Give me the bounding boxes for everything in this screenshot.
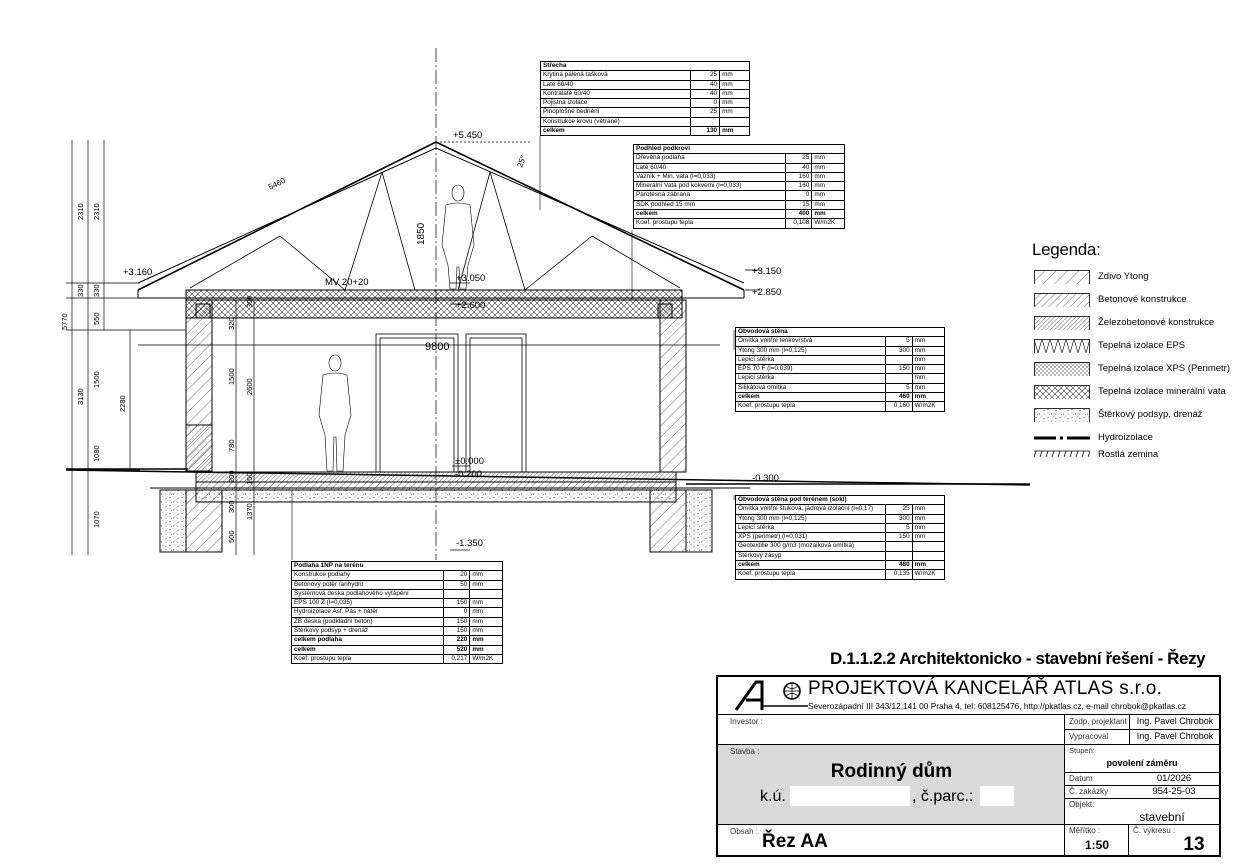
layer-name: Konstrukce krovu (větrané) <box>541 117 691 126</box>
layer-thickness: 25 <box>886 505 912 514</box>
table-title: Obvodová stěna pod terénem (sokl) <box>736 496 945 505</box>
table-title-row <box>736 496 945 505</box>
layer-thickness: 400 <box>785 210 811 219</box>
layer-name: Parotěsná zábrana <box>634 191 786 200</box>
legend-item-label: Zdivo Ytong <box>1098 271 1149 282</box>
layer-thickness: 160 <box>785 182 811 191</box>
atlas-logo-icon <box>732 680 810 712</box>
datum-label: Datum <box>1069 774 1093 783</box>
subtotal-row <box>292 636 503 645</box>
dim-500: 500 <box>227 530 236 543</box>
legend-item <box>1032 339 1186 362</box>
legend-item <box>1032 362 1230 385</box>
layer-unit: mm <box>812 191 845 200</box>
legend-item <box>1032 385 1226 408</box>
dim-5770: 5770 <box>60 313 69 330</box>
layer-thickness: 0,135 <box>886 570 912 579</box>
zakazka-value: 954-25-03 <box>1152 786 1196 797</box>
obsah-label: Obsah : <box>730 827 759 836</box>
layer-name: Ytong 300 mm (l=0,125) <box>736 514 886 523</box>
table-row <box>736 346 945 355</box>
total-row <box>634 210 845 219</box>
ku-label: k.ú. <box>760 788 786 805</box>
ceiling-composition-table <box>633 144 845 229</box>
vyprac-label: Vypracoval <box>1069 732 1109 741</box>
zodp-value: Ing. Pavel Chrobok <box>1136 716 1214 726</box>
layer-unit: mm <box>720 80 750 89</box>
layer-thickness: 300 <box>886 346 912 355</box>
elev-roof-ridge: +5.450 <box>453 130 483 141</box>
layer-unit: W/m2K <box>912 402 944 411</box>
table-row <box>634 191 845 200</box>
layer-unit: W/m2K <box>812 219 845 228</box>
elev-foundation: -1.350 <box>456 538 483 549</box>
meritko-label: Měřítko : <box>1069 826 1101 835</box>
elev-slab-bottom: -0.200 <box>455 469 482 480</box>
total-row <box>292 645 503 654</box>
hatch-diagonal-icon <box>1034 293 1090 307</box>
table-title-row <box>736 328 945 337</box>
layer-thickness: 5 <box>886 337 912 346</box>
layer-unit: mm <box>470 571 503 580</box>
datum-row <box>1065 773 1219 786</box>
layer-unit: mm <box>912 514 944 523</box>
layer-name: XPS (perimetr) (l=0,031) <box>736 533 886 542</box>
zodp-divider <box>1129 715 1130 729</box>
parc-label: , č.parc.: <box>912 788 974 805</box>
layer-thickness <box>886 551 912 560</box>
elev-ceiling: +2.600 <box>456 300 486 311</box>
layer-thickness: 460 <box>886 393 912 402</box>
objekt-label: Objekt: <box>1069 800 1095 809</box>
layer-unit <box>912 551 944 560</box>
legend-item-label: Štěrkový podsyp, drenáž <box>1098 409 1203 420</box>
layer-thickness <box>443 589 469 598</box>
obsah-value: Řez AA <box>762 831 828 852</box>
legend-item <box>1032 448 1159 465</box>
table-row <box>736 542 945 551</box>
interior-doors <box>376 334 526 472</box>
table-row <box>634 200 845 209</box>
elev-terrain: -0.300 <box>752 473 779 484</box>
dim-330-a: 330 <box>76 284 85 297</box>
legend-item <box>1032 270 1149 293</box>
zodp-label: Zodp. projektant <box>1069 717 1127 726</box>
dim-320: 320 <box>227 317 236 330</box>
legend-item-label: Tepelná izolace XPS (Perimetr) <box>1098 363 1230 374</box>
layer-unit: mm <box>812 172 845 181</box>
layer-unit: mm <box>470 580 503 589</box>
dim-150: 150 <box>245 472 254 485</box>
layer-name: Koef. prostupu tepla <box>292 654 444 663</box>
stupen-row <box>1065 745 1219 773</box>
layer-thickness: 40 <box>691 80 720 89</box>
height-1850: 1850 <box>416 222 427 245</box>
layer-thickness: 0 <box>691 99 720 108</box>
elev-wall-top: +2.850 <box>752 287 782 298</box>
table-row <box>541 117 750 126</box>
stavba-label: Stavba : <box>730 747 760 756</box>
layer-thickness: 40 <box>691 89 720 98</box>
table-row <box>292 617 503 626</box>
layer-unit: mm <box>912 393 944 402</box>
dim-200: 200 <box>227 470 236 483</box>
layer-name: Koef. prostupu tepla <box>634 219 786 228</box>
layer-unit: mm <box>720 108 750 117</box>
layer-thickness: 25 <box>785 154 811 163</box>
table-row <box>541 71 750 80</box>
layer-name: Lepicí stěrka <box>736 523 886 532</box>
roof-angle: 25° <box>515 154 529 169</box>
layer-thickness <box>691 117 720 126</box>
layer-unit: mm <box>912 505 944 514</box>
layer-thickness: 0 <box>785 191 811 200</box>
table-title-row <box>541 62 750 71</box>
legend-item-label: Hydroizolace <box>1098 432 1153 443</box>
layer-name: Systémová deska podlahového vytápění <box>292 589 444 598</box>
stavba-cell <box>718 745 1065 825</box>
parc-field <box>980 786 1014 806</box>
layer-name: Hydroizolace Asf. Pás + nátěr <box>292 608 444 617</box>
layer-name: Omítka vnitřní štuková, jádrová izolační (l=0,17) <box>736 505 886 514</box>
company-name: PROJEKTOVÁ KANCELÁŘ ATLAS s.r.o. <box>808 678 1163 699</box>
layer-unit: mm <box>912 346 944 355</box>
investor-label: Investor : <box>730 717 763 726</box>
table-row <box>541 89 750 98</box>
layer-thickness: 520 <box>443 645 469 654</box>
layer-thickness: 150 <box>443 617 469 626</box>
layer-name: Lepicí stěrka <box>736 374 886 383</box>
layer-unit: mm <box>812 163 845 172</box>
layer-thickness: 130 <box>691 127 720 136</box>
hatch-diagonal-wide-icon <box>1034 270 1090 284</box>
vykres-cell <box>1129 825 1219 855</box>
layer-unit: mm <box>720 127 750 136</box>
layer-thickness: 25 <box>691 71 720 80</box>
legend <box>1032 240 1230 465</box>
legend-item <box>1032 408 1203 431</box>
ground-symbol-icon <box>1034 448 1090 462</box>
dim-550: 550 <box>92 312 101 325</box>
elev-ceiling-top: +3.050 <box>456 273 486 284</box>
table-row <box>292 599 503 608</box>
coef-row <box>292 654 503 663</box>
table-row <box>292 608 503 617</box>
company-address: Severozápadní III 343/12,141 00 Praha 4, tel: 608125476, http://pkatlas.cz, e-mail chrobok@pkatlas.cz <box>808 701 1186 711</box>
dim-330-b: 330 <box>92 284 101 297</box>
layer-thickness: 0 <box>443 608 469 617</box>
layer-name: EPS 70 F (l=0,039) <box>736 365 886 374</box>
table-title-row <box>634 145 845 154</box>
layer-unit: W/m2K <box>470 654 503 663</box>
layer-unit <box>470 589 503 598</box>
layer-name: SDK podhled 15 mm <box>634 200 786 209</box>
dim-1370: 1370 <box>245 503 254 520</box>
legend-item-label: Tepelná izolace EPS <box>1098 340 1186 351</box>
layer-name: celkem podlaha <box>292 636 444 645</box>
investor-cell <box>718 715 1065 745</box>
table-row <box>736 337 945 346</box>
vykres-value: 13 <box>1183 834 1205 855</box>
table-row <box>634 163 845 172</box>
layer-name: Minerální Vata pod kokvemi (l=0,033) <box>634 182 786 191</box>
layer-thickness: 20 <box>443 571 469 580</box>
table-row <box>736 514 945 523</box>
obsah-cell <box>718 825 1065 855</box>
layer-unit: mm <box>720 89 750 98</box>
layer-name: Omítka vnitřní tenkovrstvá <box>736 337 886 346</box>
layer-name: Štěrkový zásyp <box>736 551 886 560</box>
zakazka-label: Č. zakázky <box>1069 787 1109 796</box>
total-row <box>736 393 945 402</box>
wall-composition-table <box>735 327 945 412</box>
layer-thickness <box>886 355 912 364</box>
insulation-label: MV 20+20 <box>325 277 369 288</box>
layer-name: Plnoplošné bednění <box>541 108 691 117</box>
layer-unit: mm <box>912 561 944 570</box>
elev-eave-right: +3.150 <box>752 266 782 277</box>
layer-unit: mm <box>812 182 845 191</box>
hatch-crosshatch-icon <box>1034 385 1090 399</box>
layer-name: Konstrukce podlahy <box>292 571 444 580</box>
layer-unit <box>912 542 944 551</box>
layer-unit: mm <box>470 645 503 654</box>
table-row <box>292 571 503 580</box>
coef-row <box>736 402 945 411</box>
layer-name: Dřevěná podlaha <box>634 154 786 163</box>
table-title: Podlaha 1NP na terénu <box>292 562 503 571</box>
roof-length: 5460 <box>266 175 287 192</box>
table-row <box>541 80 750 89</box>
layer-thickness: 150 <box>886 533 912 542</box>
layer-thickness: 220 <box>443 636 469 645</box>
title-block <box>716 675 1221 857</box>
layer-name: Silikátová omítka <box>736 383 886 392</box>
layer-thickness: 15 <box>785 200 811 209</box>
dim-1500-inner: 1500 <box>227 368 236 385</box>
layer-name: celkem <box>736 393 886 402</box>
layer-thickness: 150 <box>443 627 469 636</box>
table-row <box>292 580 503 589</box>
layer-unit: W/m2K <box>912 570 944 579</box>
layer-thickness: 0,217 <box>443 654 469 663</box>
layer-unit <box>720 117 750 126</box>
layer-thickness: 50 <box>443 580 469 589</box>
dim-2310-b: 2310 <box>92 203 101 220</box>
legend-item-label: Železobetonové konstrukce <box>1098 317 1215 328</box>
hatch-zigzag-icon <box>1034 339 1090 353</box>
dim-2280: 2280 <box>118 395 127 412</box>
table-title: Obvodová stěna <box>736 328 945 337</box>
stupen-label: Stupeň: <box>1069 746 1095 755</box>
layer-unit: mm <box>912 383 944 392</box>
vyprac-row <box>1065 730 1219 745</box>
table-row <box>736 374 945 383</box>
coef-row <box>634 219 845 228</box>
layer-thickness: 0,160 <box>886 402 912 411</box>
hatch-dots-icon <box>1034 362 1090 376</box>
layer-unit: mm <box>470 608 503 617</box>
layer-name: Geotextilie 300 g/m3 (mozaiková omítka) <box>736 542 886 551</box>
legend-title: Legenda: <box>1032 240 1101 259</box>
legend-item-label: Rostlá zemina <box>1098 449 1159 460</box>
roof-composition-table <box>540 61 750 136</box>
table-row <box>634 154 845 163</box>
layer-name: Koef. prostupu tepla <box>736 570 886 579</box>
layer-thickness: 300 <box>886 514 912 523</box>
table-row <box>736 523 945 532</box>
dim-780: 780 <box>227 439 236 452</box>
layer-unit: mm <box>912 533 944 542</box>
vykres-label: Č. výkresu : <box>1133 826 1176 835</box>
layer-thickness: 0,108 <box>785 219 811 228</box>
layer-name: Štěrkový podsyp + drenáž <box>292 627 444 636</box>
layer-unit: mm <box>470 617 503 626</box>
dim-300-low: 300 <box>227 500 236 513</box>
layer-name: Kontralatě 60/40 <box>541 89 691 98</box>
layer-name: Vazník + Min. vata (l=0,033) <box>634 172 786 181</box>
zodp-row <box>1065 715 1219 730</box>
layer-name: Koef. prostupu tepla <box>736 402 886 411</box>
table-row <box>736 505 945 514</box>
total-row <box>736 561 945 570</box>
dim-1500: 1500 <box>92 371 101 388</box>
table-row <box>292 589 503 598</box>
layer-thickness: 5 <box>886 383 912 392</box>
table-row <box>634 172 845 181</box>
table-row <box>736 533 945 542</box>
table-title: Střecha <box>541 62 750 71</box>
layer-name: Latě 60/40 <box>541 80 691 89</box>
elev-eave-left: +3.160 <box>123 267 153 278</box>
objekt-row <box>1065 799 1219 825</box>
stupen-value: povolení záměru <box>1106 758 1178 768</box>
layer-name: Betonový potěr /anhydrit <box>292 580 444 589</box>
table-row <box>634 182 845 191</box>
table-row <box>541 108 750 117</box>
layer-name: Latě 60/40 <box>634 163 786 172</box>
layer-unit: mm <box>912 523 944 532</box>
legend-item <box>1032 431 1153 448</box>
layer-unit: mm <box>470 599 503 608</box>
layer-name: Krytina pálená tašková <box>541 71 691 80</box>
layer-name: Pojistná izolace <box>541 99 691 108</box>
ku-field <box>790 786 910 806</box>
dim-3130: 3130 <box>76 388 85 405</box>
layer-unit: mm <box>912 365 944 374</box>
layer-name: celkem <box>634 210 786 219</box>
table-title: Podhled podkroví <box>634 145 845 154</box>
meritko-value: 1:50 <box>1084 838 1110 852</box>
dim-1070: 1070 <box>92 511 101 528</box>
layer-thickness <box>886 542 912 551</box>
human-figure-icon <box>319 185 474 471</box>
layer-thickness: 480 <box>886 561 912 570</box>
coef-row <box>736 570 945 579</box>
layer-unit: mm <box>470 627 503 636</box>
total-row <box>541 127 750 136</box>
line-dashdot-icon <box>1034 431 1090 445</box>
table-row <box>541 99 750 108</box>
layer-name: celkem <box>292 645 444 654</box>
table-title-row <box>292 562 503 571</box>
layer-name: celkem <box>736 561 886 570</box>
zakazka-row <box>1065 786 1219 799</box>
vyprac-value: Ing. Pavel Chrobok <box>1136 731 1214 741</box>
layer-thickness: 40 <box>785 163 811 172</box>
table-row <box>736 365 945 374</box>
dim-300-top: 300 <box>245 295 254 308</box>
hatch-diagonal-dense-icon <box>1034 316 1090 330</box>
layer-unit: mm <box>812 210 845 219</box>
layer-thickness: 150 <box>886 365 912 374</box>
table-row <box>736 383 945 392</box>
layer-thickness <box>886 374 912 383</box>
vyprac-divider <box>1129 730 1130 744</box>
meritko-cell <box>1065 825 1129 855</box>
dim-2600: 2600 <box>245 378 254 395</box>
legend-item-label: Betonové konstrukce <box>1098 294 1187 305</box>
layer-unit: mm <box>912 355 944 364</box>
layer-name: Ytong 300 mm (l=0,125) <box>736 346 886 355</box>
layer-thickness: 5 <box>886 523 912 532</box>
basement-wall-composition-table <box>735 495 945 580</box>
layer-name: Lepicí stěrka <box>736 355 886 364</box>
layer-unit: mm <box>912 374 944 383</box>
hatch-gravel-icon <box>1034 408 1090 422</box>
elev-floor: ±0.000 <box>455 456 484 467</box>
table-row <box>292 627 503 636</box>
sheet-title: D.1.1.2.2 Architektonicko - stavební řešení - Řezy <box>830 649 1206 668</box>
company-header <box>718 677 1219 715</box>
floor-composition-table <box>291 561 503 664</box>
layer-unit: mm <box>470 636 503 645</box>
layer-thickness: 160 <box>785 172 811 181</box>
table-row <box>736 551 945 560</box>
layer-unit: mm <box>812 154 845 163</box>
datum-value: 01/2026 <box>1156 773 1192 784</box>
layer-unit: mm <box>720 71 750 80</box>
stavba-name: Rodinný dům <box>830 761 953 782</box>
layer-unit: mm <box>720 99 750 108</box>
dim-1080: 1080 <box>92 445 101 462</box>
legend-item-label: Tepelná izolace minerální vata <box>1098 386 1226 397</box>
layer-name: celkem <box>541 127 691 136</box>
dim-2310-a: 2310 <box>76 203 85 220</box>
legend-item <box>1032 293 1187 316</box>
layer-thickness: 25 <box>691 108 720 117</box>
layer-unit: mm <box>812 200 845 209</box>
span-dimension: 9800 <box>425 341 450 353</box>
legend-item <box>1032 316 1215 339</box>
objekt-value: stavební <box>1139 810 1185 824</box>
table-row <box>736 355 945 364</box>
layer-name: EPS 100 Z (l=0,035) <box>292 599 444 608</box>
layer-thickness: 150 <box>443 599 469 608</box>
layer-name: ŽB deska (podkladní beton) <box>292 617 444 626</box>
layer-unit: mm <box>912 337 944 346</box>
